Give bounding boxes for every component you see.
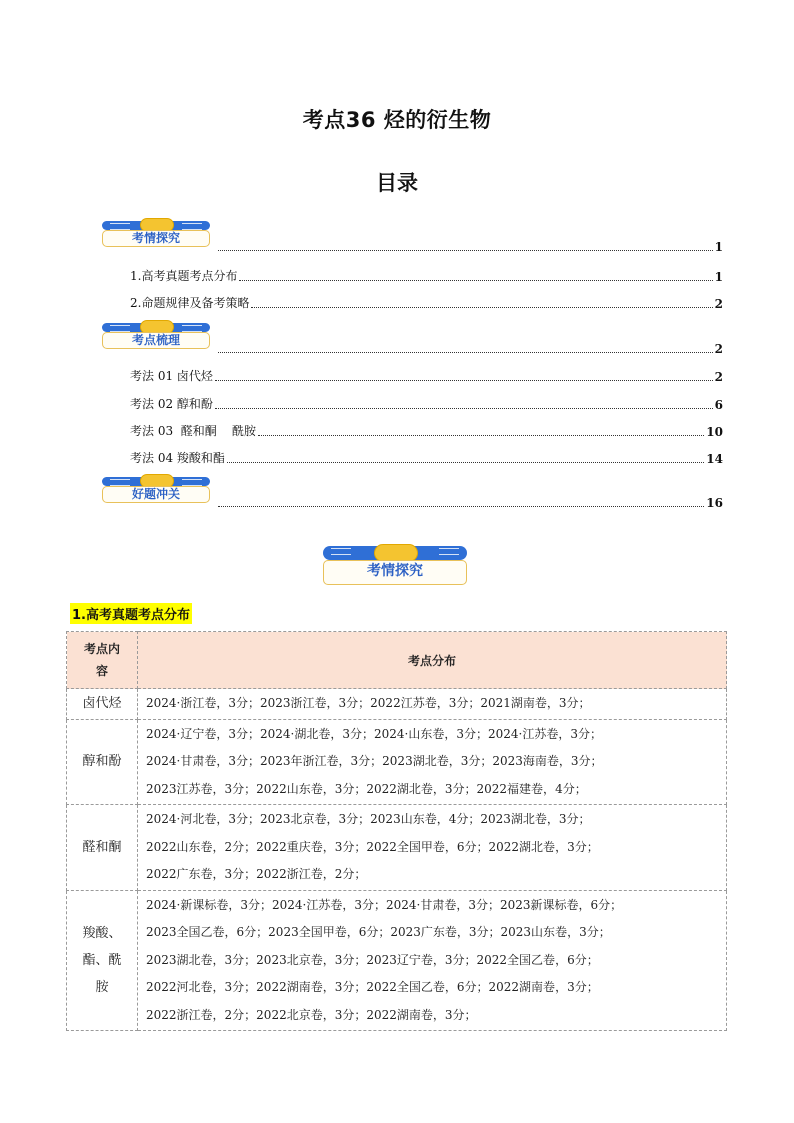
distribution-line: 2022广东卷，3分；2022浙江卷，2分； [146, 867, 367, 881]
topic-cell: 卤代烃 [67, 689, 138, 720]
distribution-line: 2024·新课标卷，3分；2024·江苏卷，3分；2024·甘肃卷，3分；2023新课标卷，6分； [146, 897, 623, 912]
distribution-line: 2022河北卷，3分；2022湖南卷，3分；2022全国乙卷，6分；2022湖南卷，3分； [146, 980, 599, 994]
table-row [67, 719, 727, 805]
toc-entry-practice[interactable] [216, 496, 723, 510]
table-header-row [67, 632, 727, 689]
leader-dots [215, 379, 713, 381]
toc-page-number: 14 [706, 452, 723, 466]
toc-badge-label: 考情探究 [102, 230, 210, 247]
toc-entry[interactable] [130, 395, 723, 412]
column-header-distribution: 考点分布 [138, 632, 727, 689]
leader-dots [239, 279, 712, 281]
toc-badge-label: 好题冲关 [102, 486, 210, 503]
table-row [67, 805, 727, 891]
distribution-line: 2022山东卷，2分；2022重庆卷，3分；2022全国甲卷，6分；2022湖北卷，3分； [146, 839, 599, 854]
toc-entry-label: 考法 04 羧酸和酯 [130, 451, 225, 465]
distribution-line: 2024·浙江卷，3分；2023浙江卷，3分；2022江苏卷，3分；2021湖南卷，3分； [146, 696, 591, 710]
toc-entry-label: 1.高考真题考点分布 [130, 269, 238, 283]
toc-entry-label: 考法 02 醇和酚 [130, 397, 213, 411]
distribution-line: 2023湖北卷，3分；2023北京卷，3分；2023辽宁卷，3分；2022全国乙卷，6分； [146, 952, 599, 967]
toc-entry-label: 考法 01 卤代烃 [130, 369, 213, 383]
toc-entry[interactable] [130, 367, 723, 384]
column-header-topic: 考点内容 [67, 632, 138, 689]
distribution-line: 2024·河北卷，3分；2023北京卷，3分；2023山东卷，4分；2023湖北卷，3分； [146, 812, 591, 826]
toc-entry[interactable] [130, 294, 723, 311]
distribution-cell [138, 719, 727, 805]
topic-cell: 羧酸、酯、酰胺 [67, 890, 138, 1031]
leader-dots [218, 505, 704, 507]
section-badge-label: 考情探究 [323, 560, 467, 585]
distribution-line: 2022浙江卷，2分；2022北京卷，3分；2022湖南卷，3分； [146, 1007, 477, 1022]
toc-entry[interactable] [130, 449, 723, 466]
leader-dots [215, 407, 713, 409]
toc-entry[interactable] [130, 422, 723, 439]
leader-dots [251, 306, 712, 308]
toc-badge-label: 考点梳理 [102, 332, 210, 349]
section-heading: 1.高考真题考点分布 [70, 603, 192, 624]
document-title: 考点36 烃的衍生物 [302, 108, 492, 132]
toc-entry-label: 考法 03 醛和酮 酰胺 [130, 424, 256, 438]
leader-dots [218, 249, 713, 251]
toc-page-number: 6 [714, 398, 723, 412]
distribution-line: 2023江苏卷，3分；2022山东卷，3分；2022湖北卷，3分；2022福建卷，4分； [146, 781, 587, 796]
distribution-line: 2024·甘肃卷，3分；2023年浙江卷，3分；2023湖北卷，3分；2023海南卷，3分； [146, 754, 603, 768]
toc-badge-exam-analysis[interactable] [102, 221, 210, 247]
toc-badge-key-points[interactable] [102, 323, 210, 349]
toc-page-number: 2 [714, 370, 723, 384]
distribution-cell [138, 689, 727, 720]
toc-entry-exam-analysis[interactable] [216, 240, 723, 254]
section-badge-exam-analysis [323, 546, 467, 585]
topic-cell: 醇和酚 [67, 719, 138, 805]
toc-page-number: 10 [706, 425, 723, 439]
toc-page-number: 2 [714, 342, 723, 356]
distribution-line: 2024·辽宁卷，3分；2024·湖北卷，3分；2024·山东卷，3分；2024·江苏卷，3分； [146, 726, 602, 741]
toc-title: 目录 [376, 171, 418, 195]
toc-page-number: 1 [714, 240, 723, 254]
leader-dots [258, 434, 704, 436]
toc-entry-label: 2.命题规律及备考策略 [130, 296, 250, 310]
table-row [67, 890, 727, 1031]
toc-badge-practice[interactable] [102, 477, 210, 503]
leader-dots [227, 461, 704, 463]
topic-cell: 醛和酮 [67, 805, 138, 891]
distribution-cell [138, 805, 727, 891]
toc-page-number: 16 [706, 496, 723, 510]
toc-entry[interactable] [130, 267, 723, 284]
toc-entry-key-points[interactable] [216, 342, 723, 356]
exam-distribution-table [66, 631, 727, 1031]
toc-page-number: 2 [714, 297, 723, 311]
distribution-line: 2023全国乙卷，6分；2023全国甲卷，6分；2023广东卷，3分；2023山东卷，3分； [146, 925, 611, 939]
toc-page-number: 1 [714, 270, 723, 284]
leader-dots [218, 351, 713, 353]
table-row [67, 689, 727, 720]
distribution-cell [138, 890, 727, 1031]
